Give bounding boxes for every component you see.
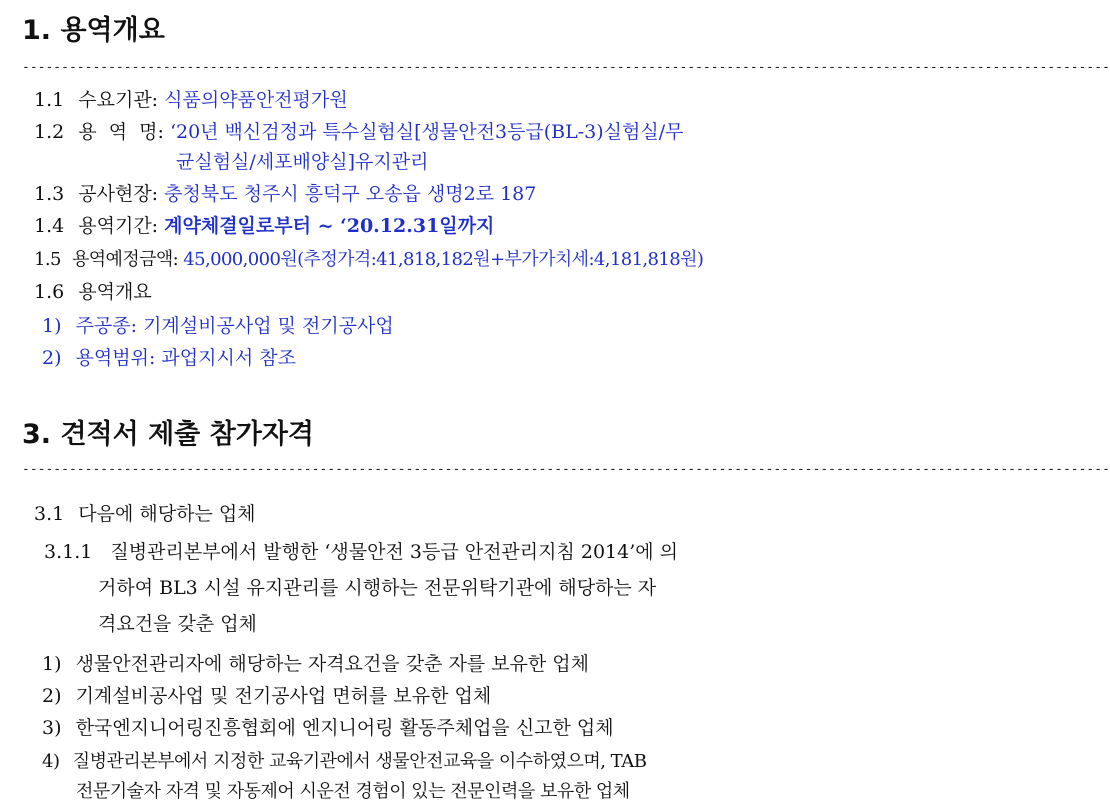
list-text: 한국엔지니어링진흥협회에 엔지니어링 활동주체업을 신고한 업체 <box>75 717 614 739</box>
list-number: 1) <box>42 653 62 675</box>
item-text-line: 질병관리본부에서 발행한 ‘생물안전 3등급 안전관리지침 2014’에 의 <box>110 541 679 563</box>
item-1-2 <box>34 120 683 144</box>
section-1-divider: ------------------------------------------------------------------------------------------------------------------------------------------- <box>22 60 1110 75</box>
item-label: 용역기간: <box>78 215 159 237</box>
section-1-title: 1. 용역개요 <box>22 15 165 46</box>
item-value: ‘20년 백신검정과 특수실험실[생물안전3등급(BL-3)실험실/무 <box>169 121 684 143</box>
list-item-2 <box>42 684 491 708</box>
section-3-divider: ------------------------------------------------------------------------------------------------------------------------------------------- <box>22 462 1110 477</box>
item-1-2-continuation: 균실험실/세포배양실]유지관리 <box>176 151 429 173</box>
item-number: 1.3 <box>34 183 65 205</box>
item-1-1 <box>34 88 348 112</box>
item-number: 1.4 <box>34 215 65 237</box>
list-item-4 <box>42 750 646 774</box>
item-value: 45,000,000원(추정가격:41,818,182원+부가가치세:4,181,818원) <box>183 249 704 270</box>
list-text: 질병관리본부에서 지정한 교육기관에서 생물안전교육을 이수하였으며, TAB <box>72 751 647 772</box>
subitem-1 <box>42 314 394 338</box>
list-text: 생물안전관리자에 해당하는 자격요건을 갖춘 자를 보유한 업체 <box>75 653 590 675</box>
item-number: 1.6 <box>34 281 65 303</box>
item-number: 1.1 <box>34 89 65 111</box>
list-number: 4) <box>42 751 60 772</box>
item-value: 식품의약품안전평가원 <box>164 89 348 111</box>
subitem-text: 주공종: 기계설비공사업 및 전기공사업 <box>75 315 394 337</box>
item-number: 1.2 <box>34 121 65 143</box>
item-label: 수요기관: <box>78 89 159 111</box>
item-value: 충청북도 청주시 흥덕구 오송읍 생명2로 187 <box>164 183 537 205</box>
item-1-3 <box>34 182 536 206</box>
item-3-1-1-line-3: 격요건을 갖춘 업체 <box>98 613 257 635</box>
item-label: 용역예정금액: <box>71 249 179 270</box>
item-value: 계약체결일로부터 ~ ‘20.12.31일까지 <box>164 215 495 237</box>
subitem-number: 2) <box>42 347 62 369</box>
item-label: 공사현장: <box>78 183 159 205</box>
item-label: 용역개요 <box>78 281 152 303</box>
subitem-number: 1) <box>42 315 62 337</box>
item-1-6 <box>34 280 152 304</box>
list-item-1 <box>42 652 589 676</box>
item-1-4 <box>34 214 494 238</box>
subitem-2 <box>42 346 296 370</box>
item-3-1 <box>34 502 256 526</box>
item-label: 용 역 명: <box>78 121 164 143</box>
list-number: 2) <box>42 685 62 707</box>
item-number: 1.5 <box>34 249 61 270</box>
item-number: 3.1.1 <box>44 541 93 563</box>
list-item-4-continuation: 전문기술자 자격 및 자동제어 시운전 경험이 있는 전문인력을 보유한 업체 <box>76 781 630 802</box>
subitem-text: 용역범위: 과업지시서 참조 <box>75 347 296 369</box>
item-1-5 <box>34 248 703 272</box>
item-3-1-1 <box>44 540 678 564</box>
item-text: 다음에 해당하는 업체 <box>78 503 256 525</box>
section-3-title: 3. 견적서 제출 참가자격 <box>22 419 314 450</box>
list-text: 기계설비공사업 및 전기공사업 면허를 보유한 업체 <box>75 685 492 707</box>
list-number: 3) <box>42 717 62 739</box>
item-number: 3.1 <box>34 503 65 525</box>
item-3-1-1-line-2: 거하여 BL3 시설 유지관리를 시행하는 전문위탁기관에 해당하는 자 <box>98 577 657 599</box>
list-item-3 <box>42 716 614 740</box>
